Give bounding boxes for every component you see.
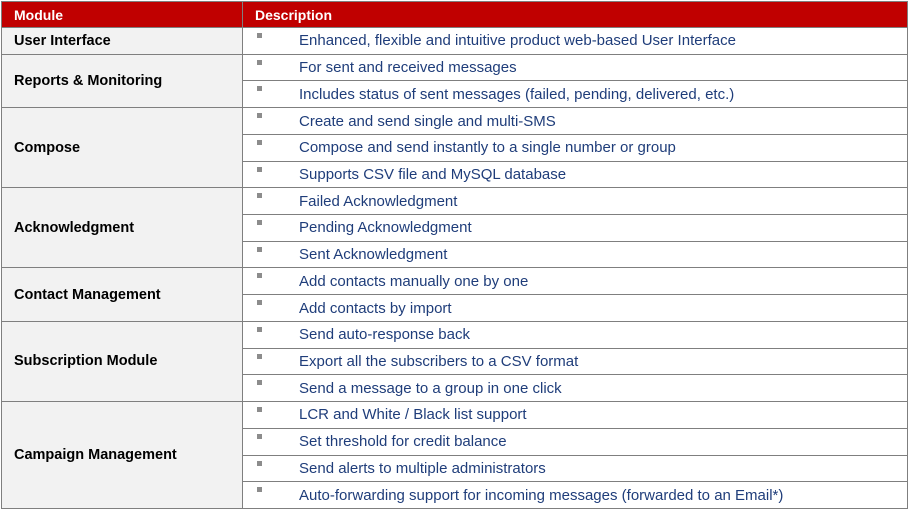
bullet-icon	[257, 247, 262, 252]
bullet-icon	[257, 327, 262, 332]
description-cell: Auto-forwarding support for incoming messages (forwarded to an Email*)	[243, 482, 908, 509]
table-row	[2, 108, 908, 135]
description-cell: Send auto-response back	[243, 321, 908, 348]
module-name-compose: Compose	[2, 108, 243, 188]
bullet-icon	[257, 300, 262, 305]
module-table	[1, 1, 908, 509]
module-name-acknowledgment: Acknowledgment	[2, 188, 243, 268]
table-row	[2, 402, 908, 429]
module-name-campaign-management: Campaign Management	[2, 402, 243, 509]
bullet-icon	[257, 380, 262, 385]
bullet-icon	[257, 86, 262, 91]
module-name-subscription-module: Subscription Module	[2, 321, 243, 401]
description-cell: Add contacts by import	[243, 295, 908, 322]
table-row	[2, 268, 908, 295]
table-row	[2, 321, 908, 348]
description-cell: Pending Acknowledgment	[243, 215, 908, 242]
header-row	[2, 2, 908, 28]
description-cell: Failed Acknowledgment	[243, 188, 908, 215]
description-cell: Set threshold for credit balance	[243, 428, 908, 455]
bullet-icon	[257, 140, 262, 145]
bullet-icon	[257, 167, 262, 172]
bullet-icon	[257, 113, 262, 118]
bullet-icon	[257, 354, 262, 359]
bullet-icon	[257, 434, 262, 439]
bullet-icon	[257, 407, 262, 412]
bullet-icon	[257, 33, 262, 38]
table-row	[2, 188, 908, 215]
bullet-icon	[257, 273, 262, 278]
module-name-reports-monitoring: Reports & Monitoring	[2, 54, 243, 107]
bullet-icon	[257, 461, 262, 466]
description-cell: Send alerts to multiple administrators	[243, 455, 908, 482]
description-cell: Includes status of sent messages (failed, pending, delivered, etc.)	[243, 81, 908, 108]
bullet-icon	[257, 220, 262, 225]
description-cell: Enhanced, flexible and intuitive product web-based User Interface	[243, 28, 908, 55]
description-cell: Send a message to a group in one click	[243, 375, 908, 402]
description-cell: Create and send single and multi-SMS	[243, 108, 908, 135]
module-name-contact-management: Contact Management	[2, 268, 243, 321]
description-cell: For sent and received messages	[243, 54, 908, 81]
description-cell: Add contacts manually one by one	[243, 268, 908, 295]
description-cell: Export all the subscribers to a CSV format	[243, 348, 908, 375]
description-cell: LCR and White / Black list support	[243, 402, 908, 429]
table-row	[2, 54, 908, 81]
module-name-user-interface: User Interface	[2, 28, 243, 55]
table-row	[2, 28, 908, 55]
module-header: Module	[2, 2, 243, 28]
bullet-icon	[257, 60, 262, 65]
bullet-icon	[257, 193, 262, 198]
bullet-icon	[257, 487, 262, 492]
description-cell: Compose and send instantly to a single number or group	[243, 134, 908, 161]
description-header: Description	[243, 2, 908, 28]
description-cell: Supports CSV file and MySQL database	[243, 161, 908, 188]
description-cell: Sent Acknowledgment	[243, 241, 908, 268]
